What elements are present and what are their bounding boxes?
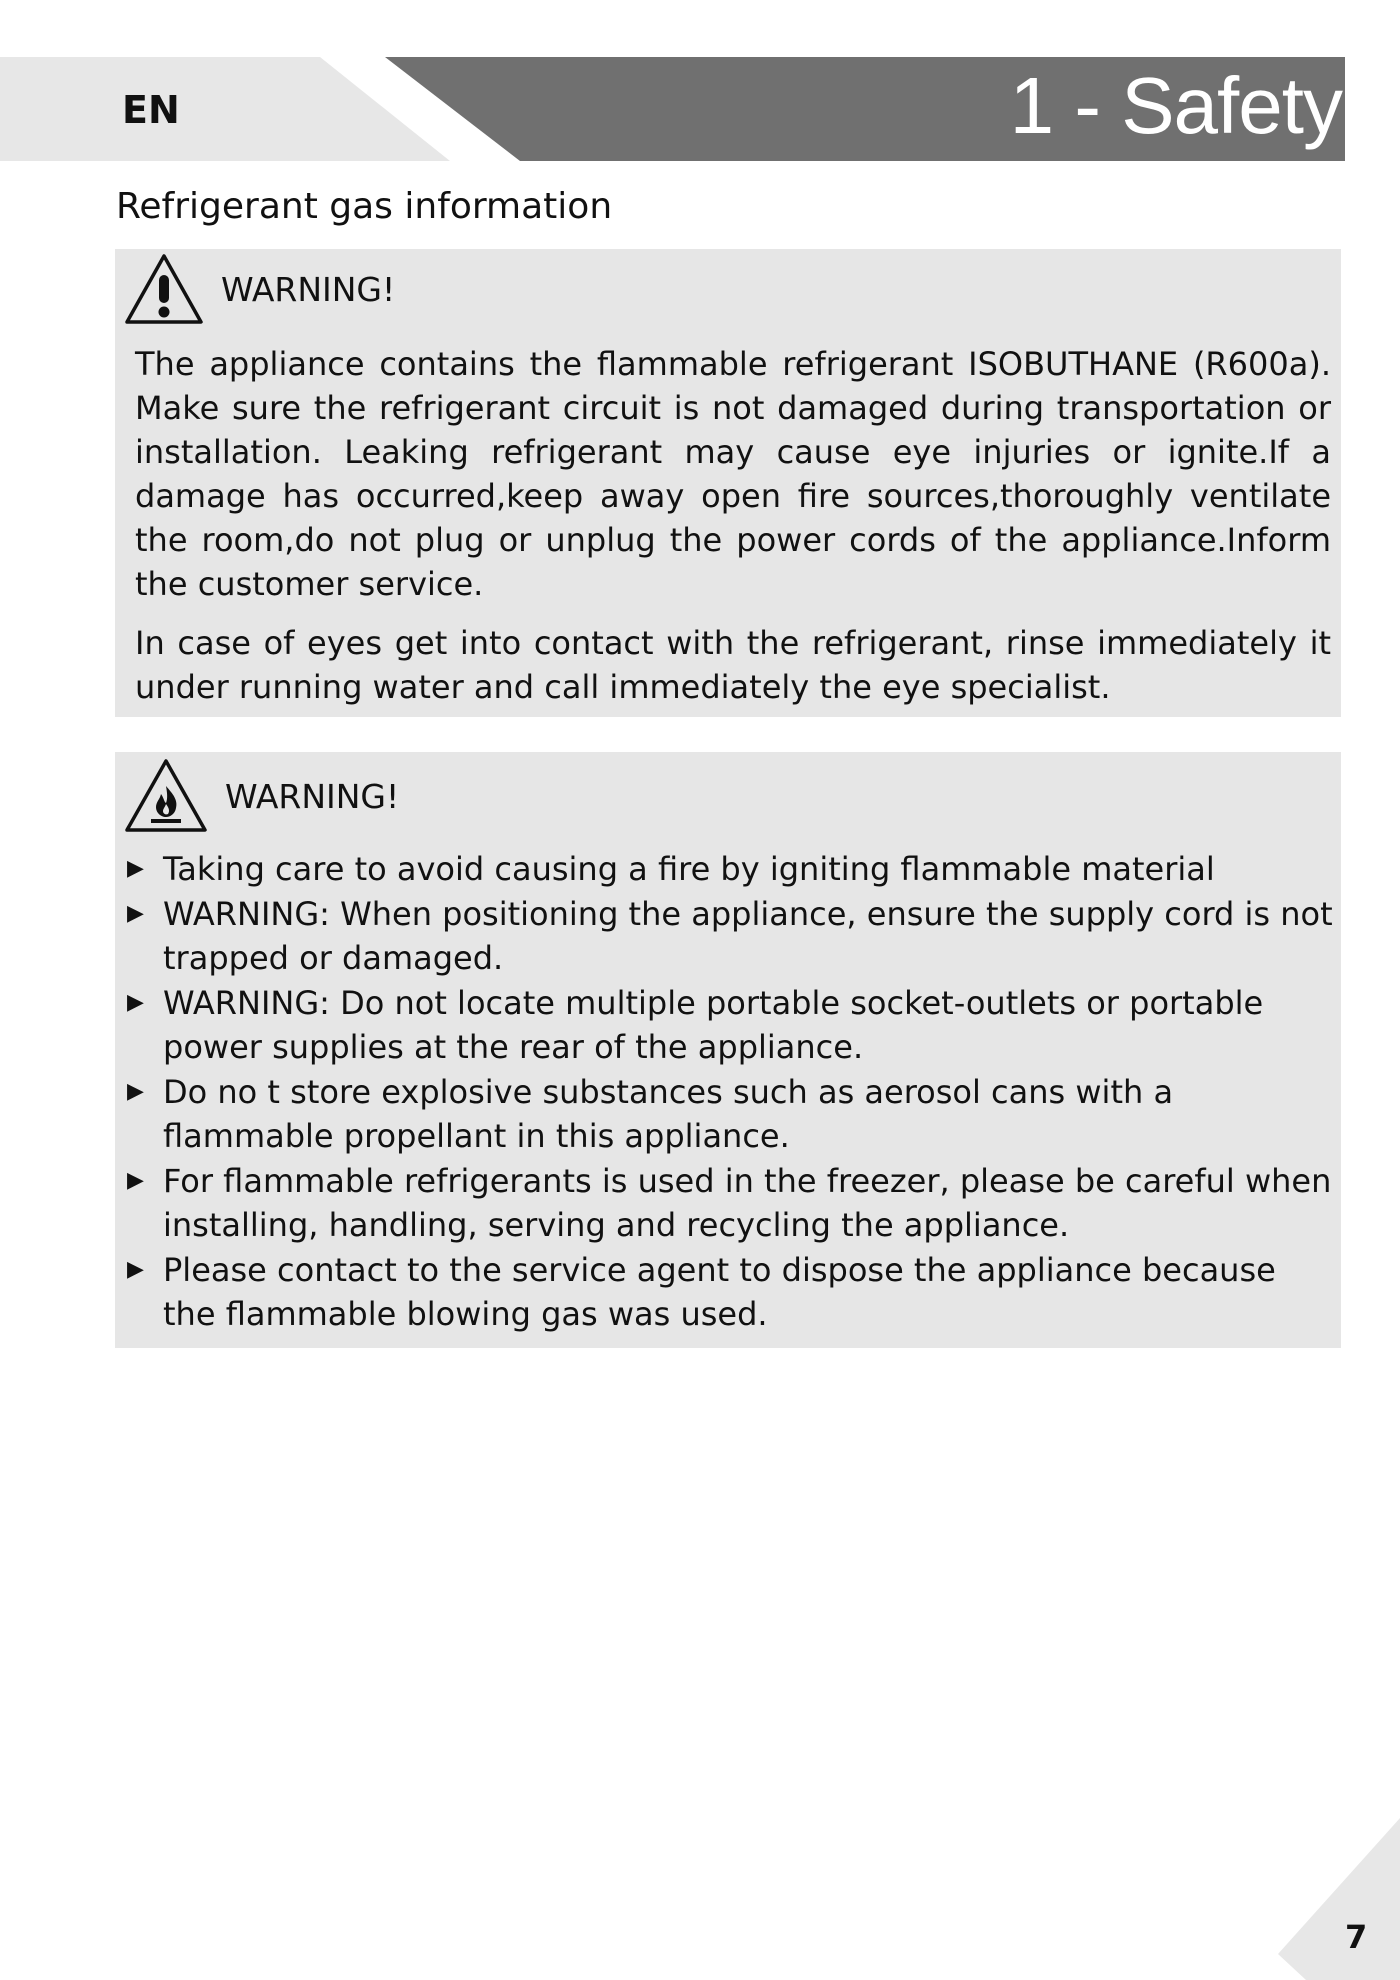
chapter-title: 1 - Safety	[1009, 61, 1342, 150]
bullet-arrow-icon: ▶	[127, 1079, 144, 1104]
flame-triangle-icon	[123, 756, 209, 836]
page-number: 7	[1345, 1918, 1368, 1956]
list-item-text: Taking care to avoid causing a fire by igniting flammable material	[163, 850, 1215, 888]
list-item-text: Do no t store explosive substances such as aerosol cans with a flammable propellant in this appliance.	[163, 1073, 1174, 1155]
list-item	[127, 1248, 1337, 1336]
list-item-text: Please contact to the service agent to dispose the appliance because the flammable blowing gas was used.	[163, 1251, 1276, 1333]
warning-bullet-list	[127, 847, 1337, 1337]
warning-paragraph: The appliance contains the flammable refrigerant ISOBUTHANE (R600a). Make sure the refrigerant circuit is not damaged during transportation or installation. Leaking refrigerant may cause eye injuries or ignite.If a damage has occurred,keep away open fire sources,thoroughly ventilate the room,do not plug or unplug the power cords of the appliance.Inform the customer service.	[135, 345, 1331, 603]
list-item-text: For flammable refrigerants is used in the freezer, please be careful when installing, handling, serving and recycling the appliance.	[163, 1162, 1332, 1244]
list-item	[127, 981, 1337, 1069]
list-item	[127, 847, 1337, 891]
list-item	[127, 1070, 1337, 1158]
section-title: Refrigerant gas information	[116, 186, 613, 227]
list-item-text: WARNING: When positioning the appliance, ensure the supply cord is not trapped or damaged.	[163, 895, 1333, 977]
bullet-arrow-icon: ▶	[127, 1168, 144, 1193]
bullet-arrow-icon: ▶	[127, 856, 144, 881]
list-item	[127, 892, 1337, 980]
warning-paragraph: In case of eyes get into contact with the refrigerant, rinse immediately it under running water and call immediately the eye specialist.	[135, 624, 1331, 706]
warning-label: WARNING!	[221, 269, 396, 309]
warning-box-refrigerant	[115, 249, 1341, 717]
list-item	[127, 1159, 1337, 1247]
header-left-tab	[0, 57, 450, 161]
page-corner-tab	[1278, 1818, 1400, 1980]
bullet-arrow-icon: ▶	[127, 990, 144, 1015]
language-label: EN	[122, 88, 180, 132]
warning-box-flammable	[115, 752, 1341, 1348]
warning-label: WARNING!	[225, 776, 400, 816]
warning-header	[123, 756, 399, 836]
bullet-arrow-icon: ▶	[127, 901, 144, 926]
warning-header	[123, 251, 395, 327]
exclamation-triangle-icon	[123, 251, 205, 327]
list-item-text: WARNING: Do not locate multiple portable socket-outlets or portable power supplies at the rear of the appliance.	[163, 984, 1264, 1066]
bullet-arrow-icon: ▶	[127, 1257, 144, 1282]
